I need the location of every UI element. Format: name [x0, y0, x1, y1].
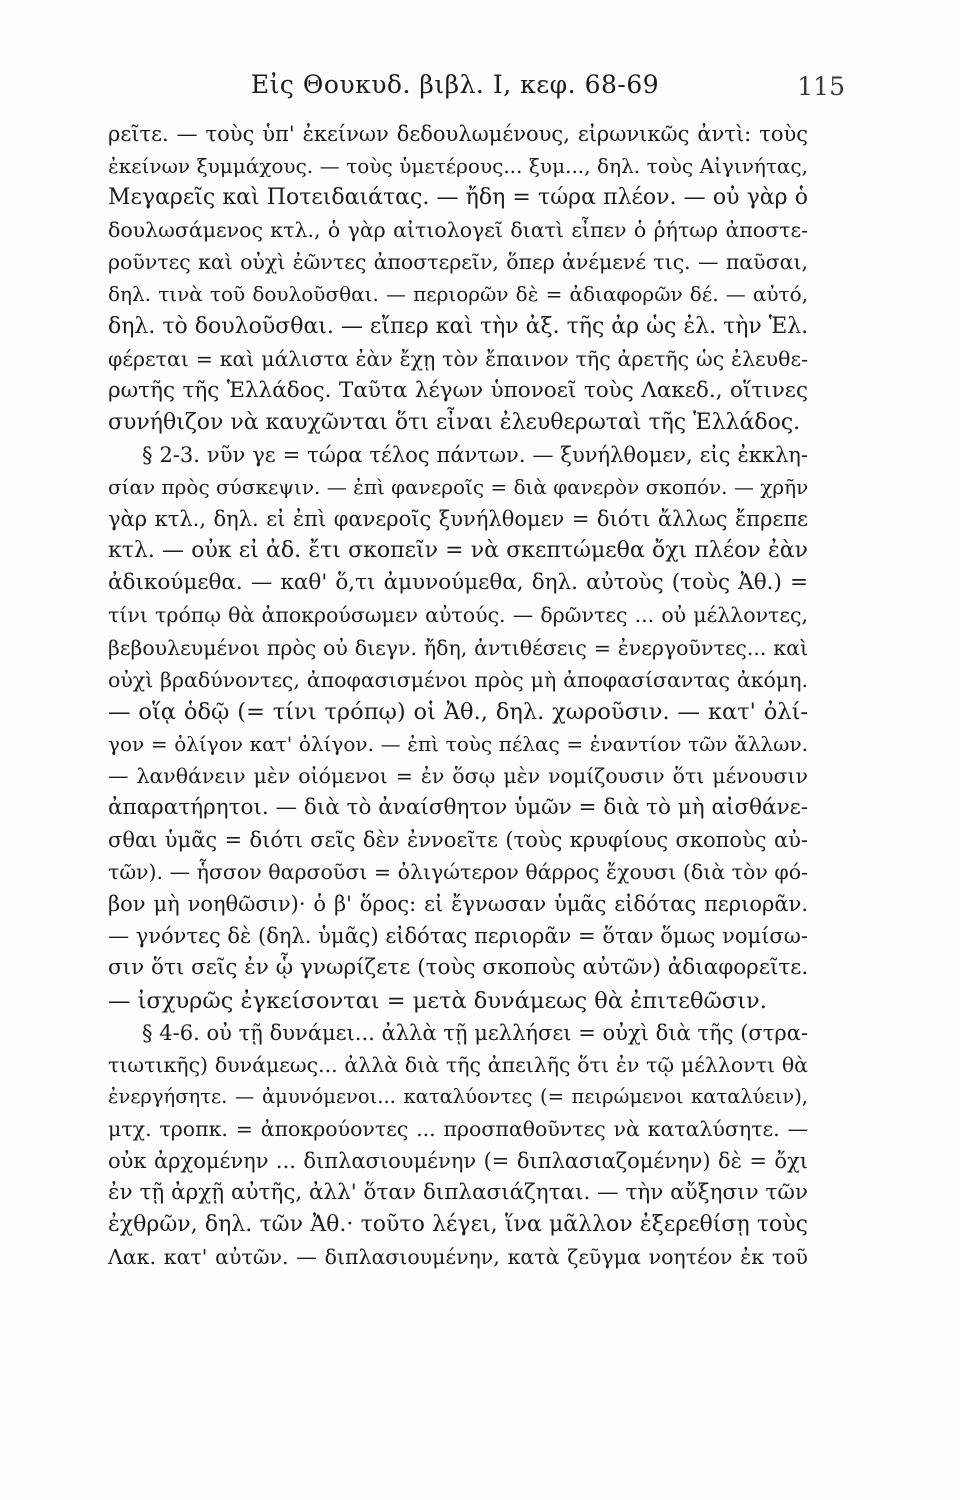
text-line: δηλ. τινὰ τοῦ δουλοῦσθαι. — περιορῶν δὲ = ἀδιαφορῶν δέ. — αὐτό,	[108, 282, 808, 307]
text-line: ἐν τῇ ἀρχῇ αὐτῆς, ἀλλ' ὅταν διπλασιάζηται. — τὴν αὔξησιν τῶν	[108, 1180, 808, 1206]
text-line: φέρεται = καὶ μάλιστα ἐὰν ἔχῃ τὸν ἔπαινον τῆς ἀρετῆς ὡς ἐλευθε-	[108, 346, 808, 371]
text-line: τιωτικῆς) δυνάμεως... ἀλλὰ διὰ τῆς ἀπειλῆς ὅτι ἐν τῷ μέλλοντι θὰ	[108, 1052, 808, 1077]
text-line: σθαι ὑμᾶς = διότι σεῖς δὲν ἐννοεῖτε (τοὺς κρυφίους σκοποὺς αὐ-	[108, 828, 808, 853]
text-line: ρωτῆς τῆς Ἑλλάδος. Ταῦτα λέγων ὑπονοεῖ τοὺς Λακεδ., οἵτινες	[108, 377, 808, 403]
commentary-text	[108, 118, 808, 1273]
text-line: οὐχὶ βραδύνοντες, ἀποφασισμένοι πρὸς μὴ ἀποφασίσαντας ἀκόμη.	[108, 667, 808, 692]
text-line: μτχ. τροπκ. = ἀποκρούοντες ... προσπαθοῦντες νὰ καταλύσητε. —	[108, 1116, 808, 1141]
text-line: ἐχθρῶν, δηλ. τῶν Ἀθ.· τοῦτο λέγει, ἵνα μᾶλλον ἐξερεθίσῃ τοὺς	[108, 1212, 808, 1238]
text-line: ροῦντες καὶ οὐχὶ ἐῶντες ἀποστερεῖν, ὅπερ ἀνέμενέ τις. — παῦσαι,	[108, 250, 808, 275]
text-line: Μεγαρεῖς καὶ Ποτειδαιάτας. — ἤδη = τώρα πλέον. — οὐ γὰρ ὁ	[108, 185, 808, 211]
text-line: — ἰσχυρῶς ἐγκείσονται = μετὰ δυνάμεως θὰ ἐπιτεθῶσιν.	[108, 987, 767, 1014]
text-line: § 2-3. νῦν γε = τώρα τέλος πάντων. — ξυνήλθομεν, εἰς ἐκκλη-	[142, 442, 808, 467]
text-line: — λανθάνειν μὲν οἰόμενοι = ἐν ὅσῳ μὲν νομίζουσιν ὅτι μένουσιν	[108, 763, 808, 788]
page-number: 115	[797, 72, 845, 101]
text-line: τίνι τρόπῳ θὰ ἀποκρούσωμεν αὐτούς. — δρῶντες ... οὐ μέλλοντες,	[108, 603, 808, 628]
text-line: ἀπαρατήρητοι. — διὰ τὸ ἀναίσθητον ὑμῶν = διὰ τὸ μὴ αἰσθάνε-	[108, 794, 808, 820]
running-head	[110, 70, 845, 110]
text-line: συνήθιζον νὰ καυχῶνται ὅτι εἶναι ἐλευθερωταὶ τῆς Ἑλλάδος.	[108, 409, 801, 435]
text-line: Λακ. κατ' αὐτῶν. — διπλασιουμένην, κατὰ ζεῦγμα νοητέον ἐκ τοῦ	[108, 1245, 808, 1270]
text-line: ἐνεργήσητε. — ἀμυνόμενοι... καταλύοντες (= πειρώμενοι καταλύειν),	[108, 1084, 808, 1108]
text-line: ἐκείνων ξυμμάχους. — τοὺς ὑμετέρους... ξυμ..., δηλ. τοὺς Αἰγινήτας,	[108, 154, 808, 179]
text-line: βεβουλευμένοι πρὸς οὐ διεγν. ἤδη, ἀντιθέσεις = ἐνεργοῦντες... καὶ	[108, 635, 808, 660]
text-line: — γνόντες δὲ (δηλ. ὑμᾶς) εἰδότας περιορᾶν = ὅταν ὅμως νομίσω-	[108, 924, 808, 949]
text-line: — οἵᾳ ὁδῷ (= τίνι τρόπῳ) οἱ Ἀθ., δηλ. χωροῦσιν. — κατ' ὀλί-	[108, 698, 808, 725]
text-line: βον μὴ νοηθῶσιν)· ὁ β' ὅρος: εἰ ἔγνωσαν ὑμᾶς εἰδότας περιορᾶν.	[108, 892, 808, 917]
text-line: γον = ὀλίγον κατ' ὀλίγον. — ἐπὶ τοὺς πέλας = ἐναντίον τῶν ἄλλων.	[108, 731, 808, 756]
running-title: Εἰς Θουκυδ. βιβλ. Ι, κεφ. 68-69	[250, 70, 660, 99]
text-line: σιν ὅτι σεῖς ἐν ᾧ γνωρίζετε (τοὺς σκοποὺς αὐτῶν) ἀδιαφορεῖτε.	[108, 955, 808, 981]
text-line: δηλ. τὸ δουλοῦσθαι. — εἴπερ καὶ τὴν ἀξ. τῆς ἀρ ὡς ἐλ. τὴν Ἑλ.	[108, 313, 808, 339]
text-line: τῶν). — ἧσσον θαρσοῦσι = ὀλιγώτερον θάρρος ἔχουσι (διὰ τὸν φό-	[108, 860, 808, 885]
text-line: ρεῖτε. — τοὺς ὑπ' ἐκείνων δεδουλωμένους, εἰρωνικῶς ἀντὶ: τοὺς	[108, 122, 808, 146]
text-line: οὐκ ἀρχομένην ... διπλασιουμένην (= διπλασιαζομένην) δὲ = ὄχι	[108, 1149, 808, 1173]
text-line: § 4-6. οὐ τῇ δυνάμει... ἀλλὰ τῇ μελλήσει = οὐχὶ διὰ τῆς (στρα-	[142, 1020, 808, 1045]
text-line: σίαν πρὸς σύσκεψιν. — ἐπὶ φανεροῖς = διὰ φανερὸν σκοπόν. — χρῆν	[108, 475, 808, 500]
text-line: δουλωσάμενος κτλ., ὁ γὰρ αἰτιολογεῖ διατὶ εἶπεν ὁ ῥήτωρ ἀποστε-	[108, 218, 808, 243]
text-line: ἀδικούμεθα. — καθ' ὅ,τι ἀμυνούμεθα, δηλ. αὐτοὺς (τοὺς Ἀθ.) =	[108, 570, 808, 596]
text-line: γὰρ κτλ., δηλ. εἰ ἐπὶ φανεροῖς ξυνήλθομεν = διότι ἄλλως ἔπρεπε	[108, 507, 808, 532]
text-line: κτλ. — οὐκ εἰ ἀδ. ἔτι σκοπεῖν = νὰ σκεπτώμεθα ὄχι πλέον ἐὰν	[108, 538, 808, 564]
